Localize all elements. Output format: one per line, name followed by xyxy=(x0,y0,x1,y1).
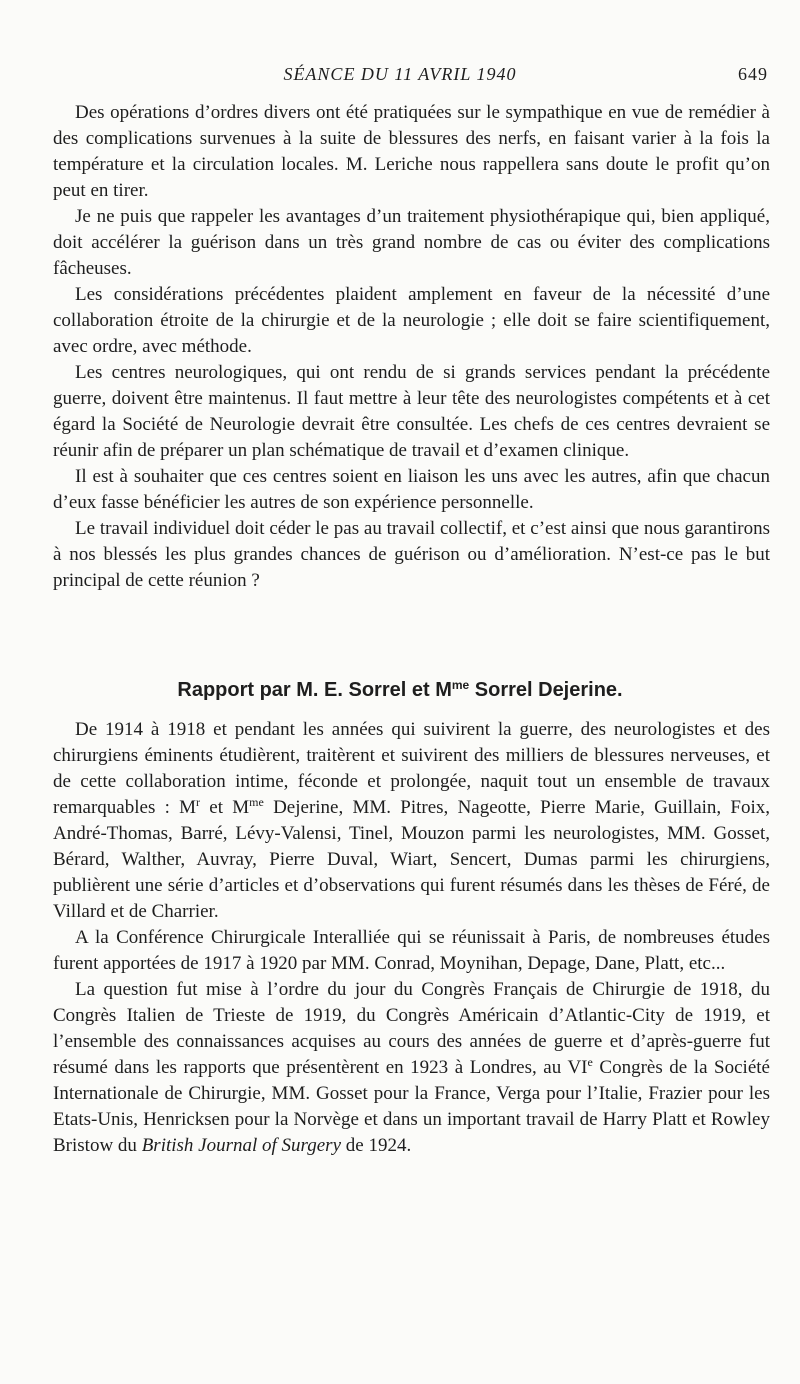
heading-part: Sorrel Dejerine. xyxy=(469,679,623,701)
paragraph: Le travail individuel doit céder le pas au travail collectif, et c’est ainsi que nous garantirons à nos blessés les plus grandes chances de guérison ou d’amélioration. N’est-ce pas le but principal de cette réunion ? xyxy=(53,518,770,591)
page-number: 649 xyxy=(738,64,768,84)
heading-superscript: me xyxy=(451,678,470,692)
text-run: Dejerine, MM. Pitres, Nageotte, Pierre Marie, Guillain, Foix, André-Thomas, Barré, Lévy-Valensi, Tinel, Mouzon parmi les neurologistes, MM. Gosset, Bérard, Walther, Auvray, Pierre Duval, Wiart, Sencert, Dumas parmi les chirurgiens, publièrent une série d’articles et d’observations qui furent résumés dans les thèses de Féré, de Villard et de Charrier. xyxy=(53,797,771,922)
superscript: me xyxy=(249,795,264,809)
header-title: SÉANCE DU 11 AVRIL 1940 xyxy=(283,64,517,84)
section-report-text xyxy=(53,717,770,1159)
text-run: de 1924. xyxy=(341,1135,412,1156)
paragraph xyxy=(53,977,770,1159)
paragraph: Les centres neurologiques, qui ont rendu de si grands services pendant la précédente guerre, doivent être maintenus. Il faut mettre à leur tête des neurologistes compétents et à cet égard la Société de Neurologie devrait être consultée. Les chefs de ces centres devraient se réunir afin de préparer un plan schématique de travail et d’examen clinique. xyxy=(53,362,770,461)
section-heading xyxy=(0,671,800,704)
superscript: e xyxy=(587,1055,593,1069)
superscript: r xyxy=(196,795,201,809)
paragraph: Je ne puis que rappeler les avantages d’un traitement physiothérapique qui, bien appliqué, doit accélérer la guérison dans un très grand nombre de cas ou éviter des complications fâcheuses. xyxy=(53,206,770,279)
running-header xyxy=(0,64,800,90)
text-run: La question fut mise à l’ordre du jour du Congrès Français de Chirurgie de 1918, du Congrès Italien de Trieste de 1919, du Congrès Américain d’Atlantic-City de 1919, et l’ensemble des connaissances acquises au cours des années de guerre et d’après-guerre fut résumé dans les rapports que présentèrent en 1923 à Londres, au VI xyxy=(53,979,770,1078)
paragraph xyxy=(53,717,770,925)
text-run: Congrès de la Société Internationale de Chirurgie, MM. Gosset pour la France, Verga pour l’Italie, Frazier pour les Etats-Unis, Henricksen pour la Norvège et dans un important travail de Harry Platt et Rowley Bristow du xyxy=(53,1057,770,1156)
journal-title: British Journal of Surgery xyxy=(141,1135,342,1156)
text-run: et M xyxy=(200,797,250,818)
paragraph: Il est à souhaiter que ces centres soient en liaison les uns avec les autres, afin que chacun d’eux fasse bénéficier les autres de son expérience personnelle. xyxy=(53,466,770,513)
text-run: De 1914 à 1918 et pendant les années qui suivirent la guerre, des neurologistes et des chirurgiens éminents étudièrent, traitèrent et suivirent des milliers de blessures nerveuses, et de cette collaboration intime, féconde et prolongée, naquit tout un ensemble de travaux remarquables : M xyxy=(53,719,770,818)
section-intro-text xyxy=(53,100,770,594)
paragraph: Les considérations précédentes plaident amplement en faveur de la nécessité d’une collaboration étroite de la chirurgie et de la neurologie ; elle doit se faire scientifiquement, avec ordre, avec méthode. xyxy=(53,284,770,357)
paragraph: A la Conférence Chirurgicale Interalliée qui se réunissait à Paris, de nombreuses études furent apportées de 1917 à 1920 par MM. Conrad, Moynihan, Depage, Dane, Platt, etc... xyxy=(53,927,770,974)
paragraph: Des opérations d’ordres divers ont été pratiquées sur le sympathique en vue de remédier à des complications survenues à la suite de blessures des nerfs, en faisant varier à la fois la température et la circulation locales. M. Leriche nous rappellera sans doute le profit qu’on peut en tirer. xyxy=(53,102,770,201)
heading-part: Rapport par M. E. Sorrel et M xyxy=(177,679,452,701)
